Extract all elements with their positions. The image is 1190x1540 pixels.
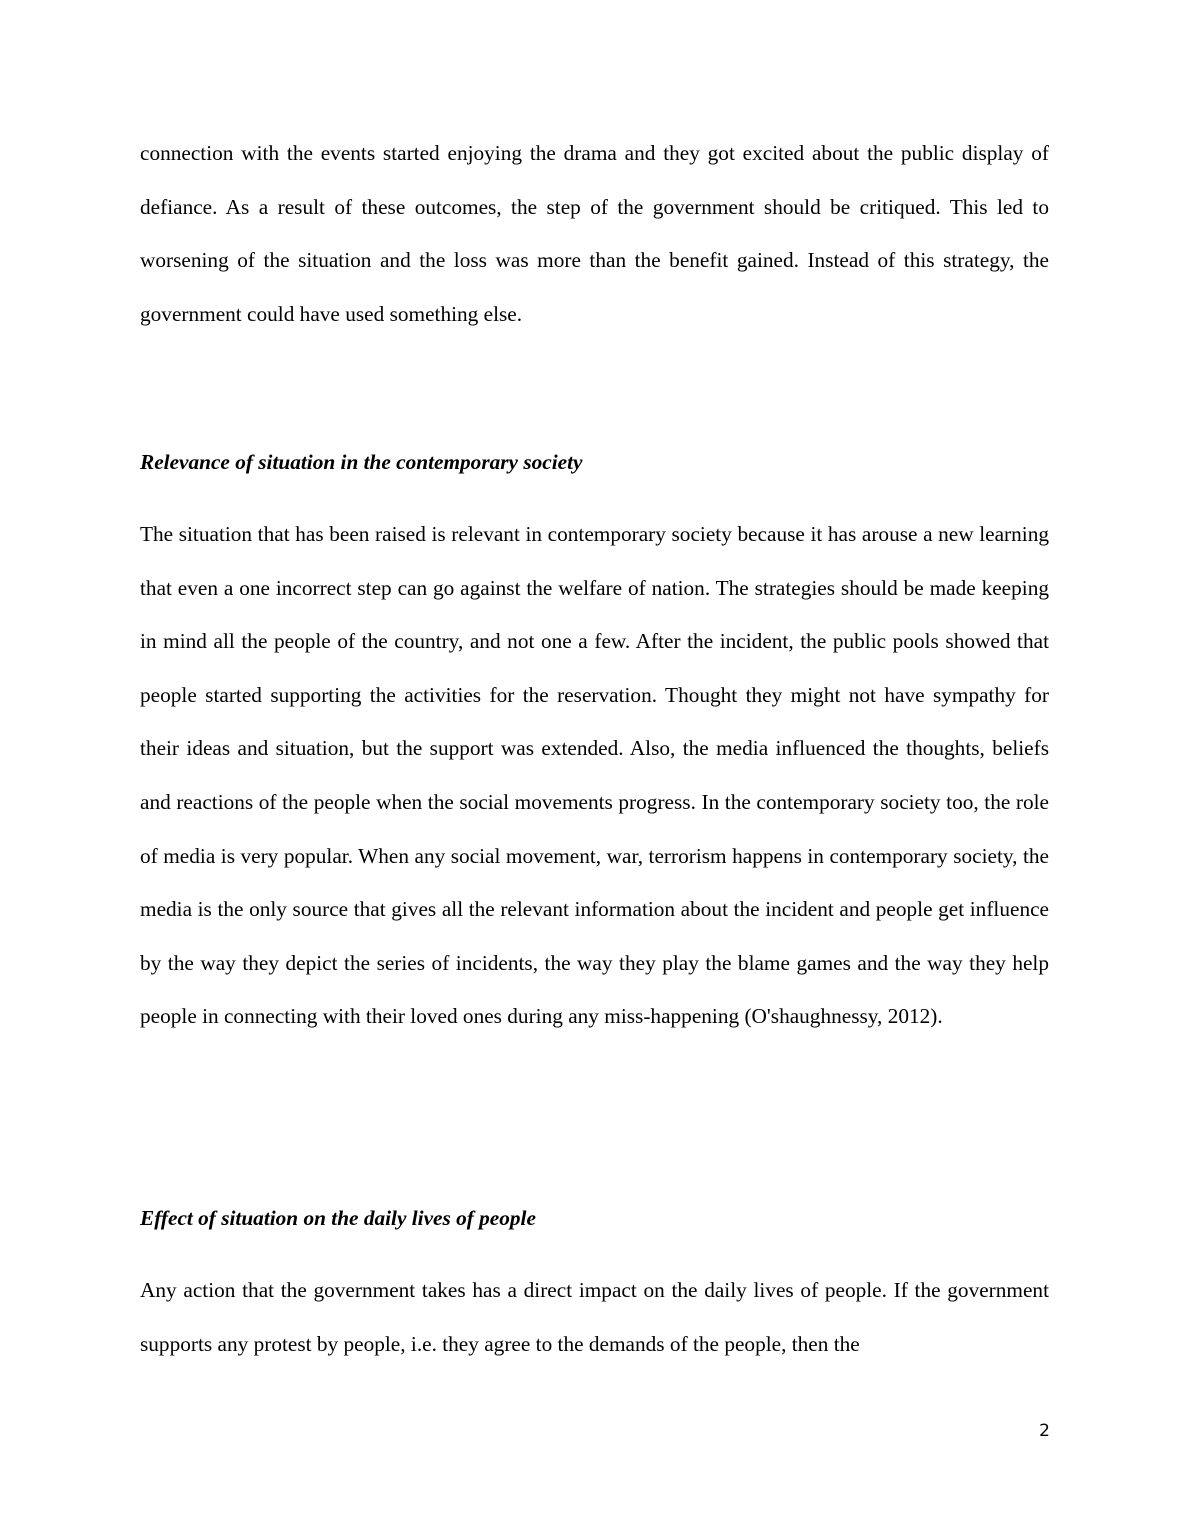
section-heading-effect: Effect of situation on the daily lives of people xyxy=(140,1206,536,1230)
paragraph-relevance: The situation that has been raised is relevant in contemporary society because it has arouse a new learning that even a one incorrect step can go against the welfare of nation. The strategies should be made keeping in mind all the people of the country, and not one a few. After the incident, the public pools showed that people started supporting the activities for the reservation. Thought they might not have sympathy for their ideas and situation, but the support was extended. Also, the media influenced the thoughts, beliefs and reactions of the people when the social movements progress. In the contemporary society too, the role of media is very popular. When any social movement, war, terrorism happens in contemporary society, the media is the only source that gives all the relevant information about the incident and people get influence by the way they depict the series of incidents, the way they play the blame games and the way they help people in connecting with their loved ones during any miss-happening (O'shaughnessy, 2012). xyxy=(140,522,1049,1029)
paragraph-intro: connection with the events started enjoying the drama and they got excited about the public display of defiance. As a result of these outcomes, the step of the government should be critiqued. This led to worsening of the situation and the loss was more than the benefit gained. Instead of this strategy, the government could have used something else. xyxy=(140,141,1049,326)
section-heading-relevance: Relevance of situation in the contemporary society xyxy=(140,450,583,474)
document-page xyxy=(140,0,1049,1540)
page-number: 2 xyxy=(1039,1421,1050,1441)
paragraph-effect: Any action that the government takes has a direct impact on the daily lives of people. If the government supports any protest by people, i.e. they agree to the demands of the people, then the xyxy=(140,1278,1049,1356)
